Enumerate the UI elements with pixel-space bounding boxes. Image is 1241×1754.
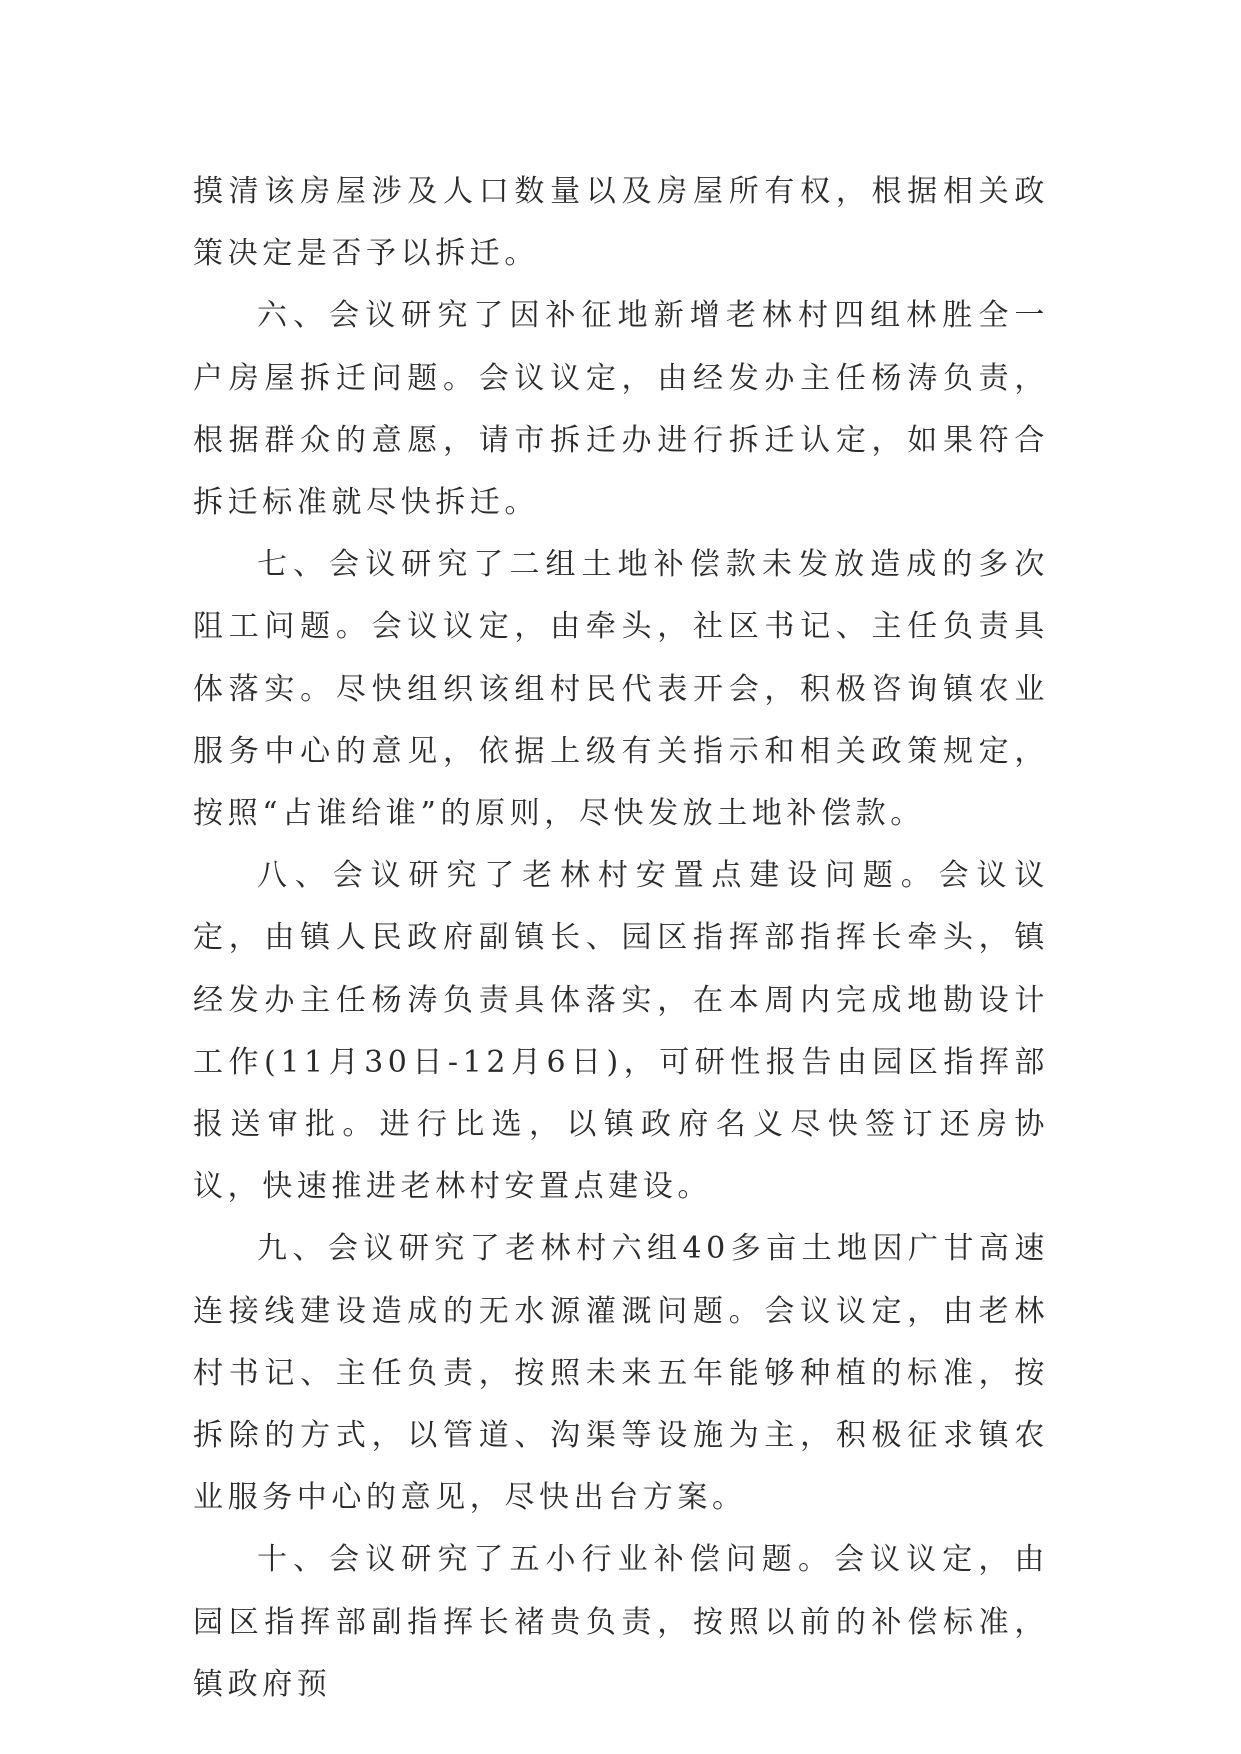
- paragraph-item-7: 七、会议研究了二组土地补偿款未发放造成的多次阻工问题。会议议定，由牵头，社区书记、主任负责具体落实。尽快组织该组村民代表开会，积极咨询镇农业服务中心的意见，依据上级有关指示和相关政策规定，按照“占谁给谁”的原则，尽快发放土地补偿款。: [193, 547, 1049, 832]
- document-body: [193, 161, 1049, 1716]
- paragraph-item-10: 十、会议研究了五小行业补偿问题。会议议定，由园区指挥部副指挥长褚贵负责，按照以前的补偿标准，镇政府预: [193, 1542, 1049, 1702]
- paragraph-continuation: 摸清该房屋涉及人口数量以及房屋所有权，根据相关政策决定是否予以拆迁。: [193, 174, 1049, 272]
- paragraph-item-9: 九、会议研究了老林村六组40多亩土地因广甘高速连接线建设造成的无水源灌溉问题。会议议定，由老林村书记、主任负责，按照未来五年能够种植的标准，按拆除的方式，以管道、沟渠等设施为主，积极征求镇农业服务中心的意见，尽快出台方案。: [193, 1231, 1049, 1516]
- paragraph-item-8: 八、会议研究了老林村安置点建设问题。会议议定，由镇人民政府副镇长、园区指挥部指挥长牵头，镇经发办主任杨涛负责具体落实，在本周内完成地勘设计工作(11月30日-12月6日)，可研性报告由园区指挥部报送审批。进行比选，以镇政府名义尽快签订还房协议，快速推进老林村安置点建设。: [193, 858, 1049, 1205]
- paragraph-item-6: 六、会议研究了因补征地新增老林村四组林胜全一户房屋拆迁问题。会议议定，由经发办主任杨涛负责，根据群众的意愿，请市拆迁办进行拆迁认定，如果符合拆迁标准就尽快拆迁。: [193, 298, 1049, 521]
